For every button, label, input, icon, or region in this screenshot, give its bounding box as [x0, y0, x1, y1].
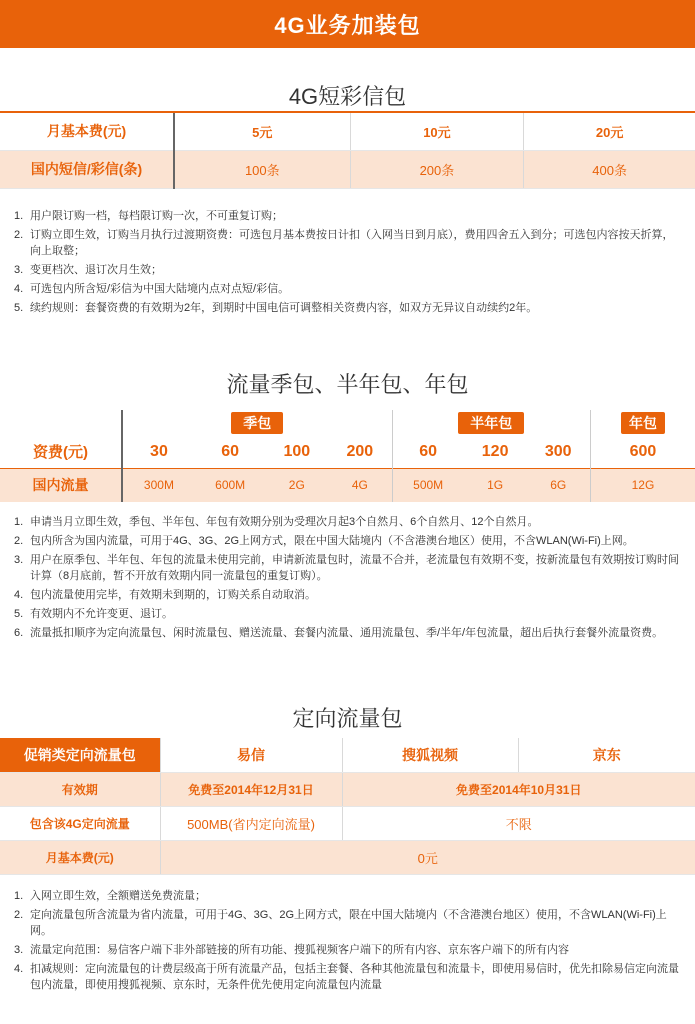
note-text: 用户在原季包、半年包、年包的流量未使用完前，申请新流量包时，流量不合并，老流量包有效期不变，按新流量包有效期按订购时间计算（8月底前，暂不开放有效期内同一流量包的重复订购）。	[30, 554, 679, 582]
note-number: 5.	[14, 608, 24, 620]
note-number: 2.	[14, 229, 24, 241]
directional-section-title: 定向流量包	[292, 706, 403, 731]
directional-table	[0, 738, 695, 875]
sms-section-title: 4G短彩信包	[288, 84, 407, 109]
table-row	[0, 738, 695, 772]
table-cell: 120	[481, 442, 509, 460]
list-item	[14, 281, 684, 297]
list-item	[14, 907, 684, 939]
flow-notes	[14, 514, 684, 644]
table-row	[0, 806, 695, 840]
note-text: 定向流量包所含流量为省内流量，可用于4G、3G、2G上网方式，限在中国大陆境内（不含港澳台地区）使用，不含WLAN(Wi-Fi)上网。	[30, 909, 667, 937]
table-cell: 500MB(省内定向流量)	[160, 806, 342, 840]
table-cell: 500M	[392, 468, 464, 502]
note-number: 3.	[14, 264, 24, 276]
note-text: 扣减规则：定向流量包的计费层级高于所有流量产品，包括主套餐、各种其他流量包和流量卡，即使用易信时，优先扣除易信定向流量包内流量，即使用搜狐视频、京东时，无条件优先使用定向流量包内流量	[30, 963, 679, 991]
note-number: 4.	[14, 589, 24, 601]
table-cell: 100条	[174, 150, 350, 188]
list-item	[14, 552, 684, 584]
note-text: 可选包内所含短/彩信为中国大陆境内点对点短/彩信。	[30, 283, 290, 295]
row-header: 国内流量	[0, 468, 122, 502]
table-cell: 60	[392, 436, 464, 468]
list-item	[14, 888, 684, 904]
note-number: 3.	[14, 944, 24, 956]
table-row	[0, 468, 695, 502]
note-number: 2.	[14, 909, 24, 921]
table-cell: 12G	[590, 468, 695, 502]
table-cell: 5元	[174, 112, 350, 150]
table-cell: 300M	[122, 468, 195, 502]
note-number: 6.	[14, 627, 24, 639]
note-text: 入网立即生效，全额赠送免费流量；	[30, 890, 206, 902]
note-number: 1.	[14, 210, 24, 222]
row-header: 国内短信/彩信(条)	[0, 150, 174, 188]
note-number: 4.	[14, 283, 24, 295]
row-header: 月基本费(元)	[0, 112, 174, 150]
list-item	[14, 533, 684, 549]
table-cell: 20元	[524, 112, 695, 150]
group-tag-year: 年包	[621, 412, 665, 434]
sms-notes	[14, 208, 684, 319]
row-header: 有效期	[0, 772, 160, 806]
table-cell: 400条	[524, 150, 695, 188]
note-text: 流量定向范围：易信客户端下非外部链接的所有功能、搜狐视频客户端下的所有内容、京东客户端下的所有内容	[30, 944, 569, 956]
list-item	[14, 606, 684, 622]
list-item	[14, 625, 684, 641]
page-title: 4G业务加装包	[274, 12, 421, 38]
table-cell: 200	[346, 442, 374, 460]
note-text: 包内流量使用完毕，有效期未到期的，订购关系自动取消。	[30, 589, 316, 601]
table-cell: 不限	[342, 806, 695, 840]
table-row	[0, 840, 695, 874]
note-number: 5.	[14, 302, 24, 314]
note-text: 变更档次、退订次月生效；	[30, 264, 162, 276]
table-cell: 2G	[265, 468, 328, 502]
table-cell: 免费至2014年10月31日	[342, 772, 695, 806]
table-cell: 0元	[160, 840, 695, 874]
note-text: 包内所含为国内流量，可用于4G、3G、2G上网方式，限在中国大陆境内（不含港澳台地区）使用，不含WLAN(Wi-Fi)上网。	[30, 535, 634, 547]
column-header-yixin: 易信	[160, 738, 342, 772]
table-cell: 30	[122, 436, 195, 468]
page-header	[0, 0, 695, 48]
table-cell: 100	[283, 442, 311, 460]
directional-notes	[14, 888, 684, 996]
group-tag-quarter: 季包	[231, 412, 283, 434]
table-row	[0, 150, 695, 188]
list-item	[14, 961, 684, 993]
table-cell: 60	[221, 442, 240, 460]
note-number: 4.	[14, 963, 24, 975]
flow-price-table	[0, 410, 695, 502]
table-cell: 6G	[527, 468, 591, 502]
table-row	[0, 112, 695, 150]
note-text: 流量抵扣顺序为定向流量包、闲时流量包、赠送流量、套餐内流量、通用流量包、季/半年/年包流量，超出后执行套餐外流量资费。	[30, 627, 664, 639]
column-header-sohu: 搜狐视频	[342, 738, 518, 772]
table-cell: 600	[590, 436, 695, 468]
note-text: 续约规则：套餐资费的有效期为2年，到期时中国电信可调整相关资费内容，如双方无异议自动续约2年。	[30, 302, 538, 314]
list-item	[14, 300, 684, 316]
row-header: 包含该4G定向流量	[0, 806, 160, 840]
table-cell: 免费至2014年12月31日	[160, 772, 342, 806]
table-cell: 200条	[350, 150, 524, 188]
note-number: 2.	[14, 535, 24, 547]
row-header: 促销类定向流量包	[0, 738, 160, 772]
note-text: 用户限订购一档，每档限订购一次，不可重复订购；	[30, 210, 283, 222]
list-item	[14, 514, 684, 530]
row-header: 月基本费(元)	[0, 840, 160, 874]
note-number: 1.	[14, 516, 24, 528]
table-row	[0, 410, 695, 436]
list-item	[14, 227, 684, 259]
column-header-jd: 京东	[518, 738, 695, 772]
note-text: 订购立即生效，订购当月执行过渡期资费：可选包月基本费按日计扣（入网当日到月底），费用四舍五入到分；可选包内容按天折算，向上取整；	[30, 229, 674, 257]
table-cell: 300	[544, 442, 572, 460]
sms-price-table	[0, 111, 695, 189]
list-item	[14, 587, 684, 603]
table-cell: 1G	[464, 468, 527, 502]
flow-section-title: 流量季包、半年包、年包	[226, 372, 469, 397]
note-text: 有效期内不允许变更、退订。	[30, 608, 173, 620]
table-cell: 4G	[328, 468, 392, 502]
list-item	[14, 208, 684, 224]
table-cell: 10元	[350, 112, 524, 150]
list-item	[14, 942, 684, 958]
row-header: 资费(元)	[33, 444, 88, 462]
note-number: 3.	[14, 554, 24, 566]
note-number: 1.	[14, 890, 24, 902]
list-item	[14, 262, 684, 278]
group-tag-half-year: 半年包	[458, 412, 524, 434]
note-text: 申请当月立即生效，季包、半年包、年包有效期分别为受理次月起3个自然月、6个自然月、12个自然月。	[30, 516, 539, 528]
table-row	[0, 772, 695, 806]
table-row	[0, 436, 695, 468]
table-cell: 600M	[195, 468, 266, 502]
